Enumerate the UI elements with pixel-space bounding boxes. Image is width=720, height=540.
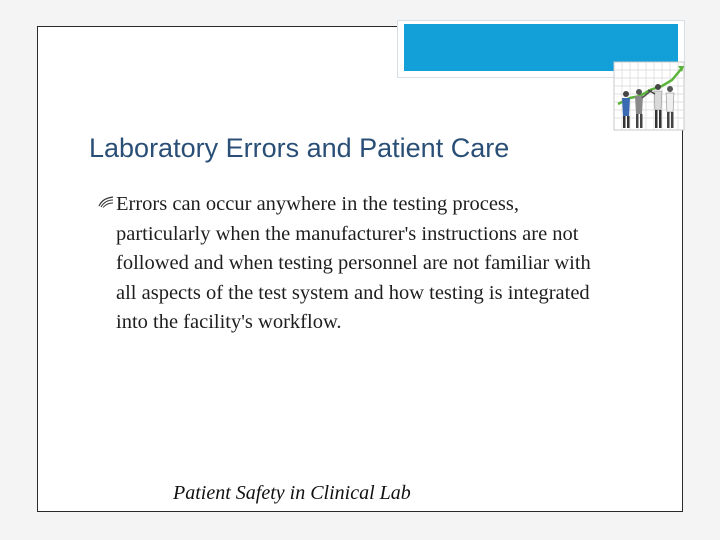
footer-text: Patient Safety in Clinical Lab xyxy=(173,482,411,504)
bullet-item xyxy=(98,190,598,338)
slide-title: Laboratory Errors and Patient Care xyxy=(89,133,510,163)
team-rising-chart-icon xyxy=(612,60,686,132)
swoosh-bullet-icon xyxy=(98,196,114,208)
bullet-text: Errors can occur anywhere in the testing process, particularly when the manufacturer's instructions are not followed and when testing personnel are not familiar with all aspects of the test system and how testing is integrated into the facility's workflow. xyxy=(116,193,591,333)
